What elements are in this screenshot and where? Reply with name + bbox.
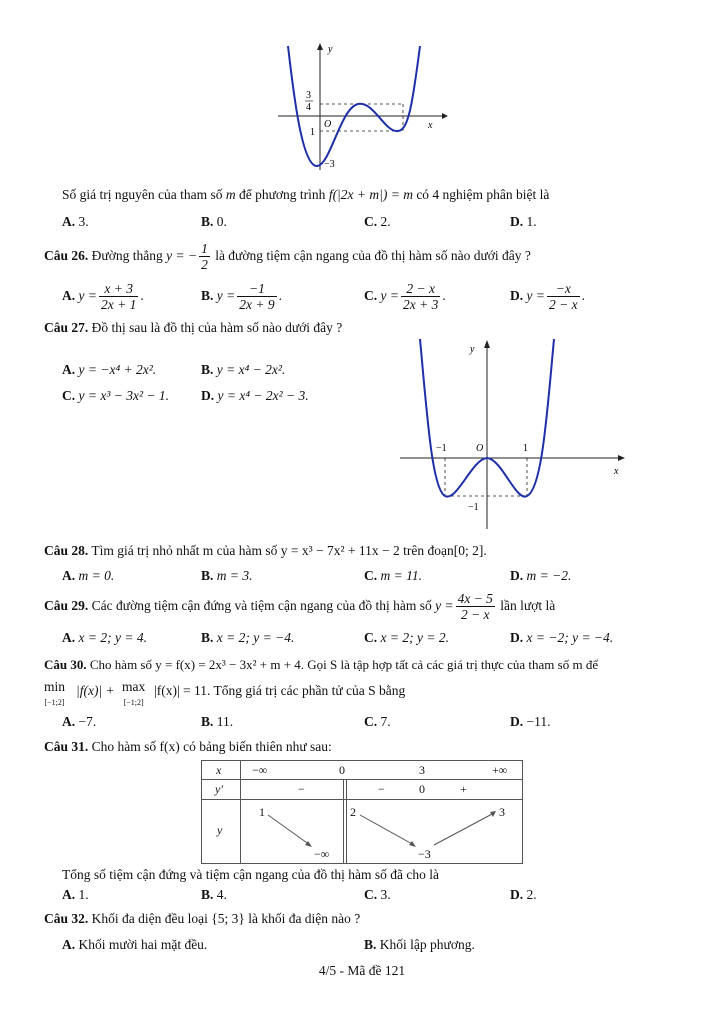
variation-table: x y′ y −∞ 0 3 +∞ − − 0 + 1 −∞ 2 −3 3	[201, 760, 523, 864]
q26-stem: Câu 26. Đường thẳng y = − $\frac{1}{2}$ là đường tiệm cận ngang của đồ thị hàm số nào dưới đây ?	[44, 241, 531, 273]
q31-options: A. 1. B. 4. C. 3. D. 2.	[62, 887, 537, 902]
q32-stem: Câu 32. Khối đa diện đều loại {5; 3} là khối đa diện nào ?	[44, 911, 361, 926]
tick-minus1-y: −1	[468, 502, 479, 513]
q31-question: Tổng số tiệm cận đứng và tiệm cận ngang của đồ thị hàm số đã cho là	[62, 867, 439, 882]
origin-label: O	[324, 119, 332, 130]
table-yp-label: y′	[215, 782, 223, 796]
q27-option-c: C. y = x³ − 3x² − 1.	[62, 388, 170, 403]
q30-stem-line1: Câu 30. Cho hàm số y = f(x) = 2x³ − 3x² + m + 4. Gọi S là tập hợp tất cả các giá trị thực của tham số m để	[44, 657, 599, 672]
tick-4: 4	[306, 102, 311, 113]
q32-options: A. Khối mười hai mặt đều. B. Khối lập phương.	[62, 937, 475, 952]
axis-x-label: x	[428, 120, 433, 131]
table-x-label: x	[216, 763, 222, 777]
page-footer: 4/5 - Mã đề 121	[318, 963, 406, 978]
q30-options: A. −7. B. 11. C. 7. D. −11.	[62, 714, 551, 729]
axis-y-label: y	[328, 44, 333, 55]
q27-stem: Câu 27. Đồ thị sau là đồ thị của hàm số nào dưới đây ?	[44, 320, 343, 335]
q27-option-b: B. y = x⁴ − 2x².	[201, 362, 286, 377]
graph-q25	[270, 38, 450, 178]
origin-label: O	[476, 443, 484, 454]
tick-minus1-x: −1	[436, 443, 447, 454]
q28-options: A. m = 0. B. m = 3. C. m = 11. D. m = −2.	[62, 568, 572, 583]
q27-option-d: D. y = x⁴ − 2x² − 3.	[201, 388, 309, 403]
graph-q27	[392, 334, 632, 534]
q25-options: A. 3. B. 0. C. 2. D. 1.	[62, 214, 537, 229]
q29-options: A. x = 2; y = 4. B. x = 2; y = −4. C. x = 2; y = 2. D. x = −2; y = −4.	[62, 630, 614, 645]
tick-1-x: 1	[523, 443, 528, 454]
q31-stem: Câu 31. Cho hàm số f(x) có bảng biến thiên như sau:	[44, 739, 332, 754]
tick-3: 3	[306, 90, 311, 101]
q27-option-a: A. y = −x⁴ + 2x².	[62, 362, 157, 377]
table-y-label: y	[217, 823, 223, 837]
axis-x-label: x	[614, 466, 619, 477]
q29-stem: Câu 29. Các đường tiệm cận đứng và tiệm cận ngang của đồ thị hàm số y = $\frac{4x - 5}{2 - x}$ lần lượt là	[44, 591, 556, 623]
q28-stem: Câu 28. Tìm giá trị nhỏ nhất m của hàm số y = x³ − 7x² + 11x − 2 trên đoạn[0; 2].	[44, 543, 487, 558]
tick-1: 1	[310, 127, 315, 138]
q26-options: A. y = $\frac{x + 3}{2x + 1}$ . B. y = $\frac{-1}{2x + 9}$ . C. y = $\frac{2 - x}{2x + 3}$ . D. y = $\frac{-x}{2 - x}$ .	[62, 281, 585, 313]
axis-y-label: y	[470, 344, 475, 355]
q25-stem: Số giá trị nguyên của tham số m để phương trình f(|2x + m|) = m có 4 nghiệm phân biệt là	[62, 187, 550, 202]
tick-minus3: −3	[324, 159, 335, 170]
